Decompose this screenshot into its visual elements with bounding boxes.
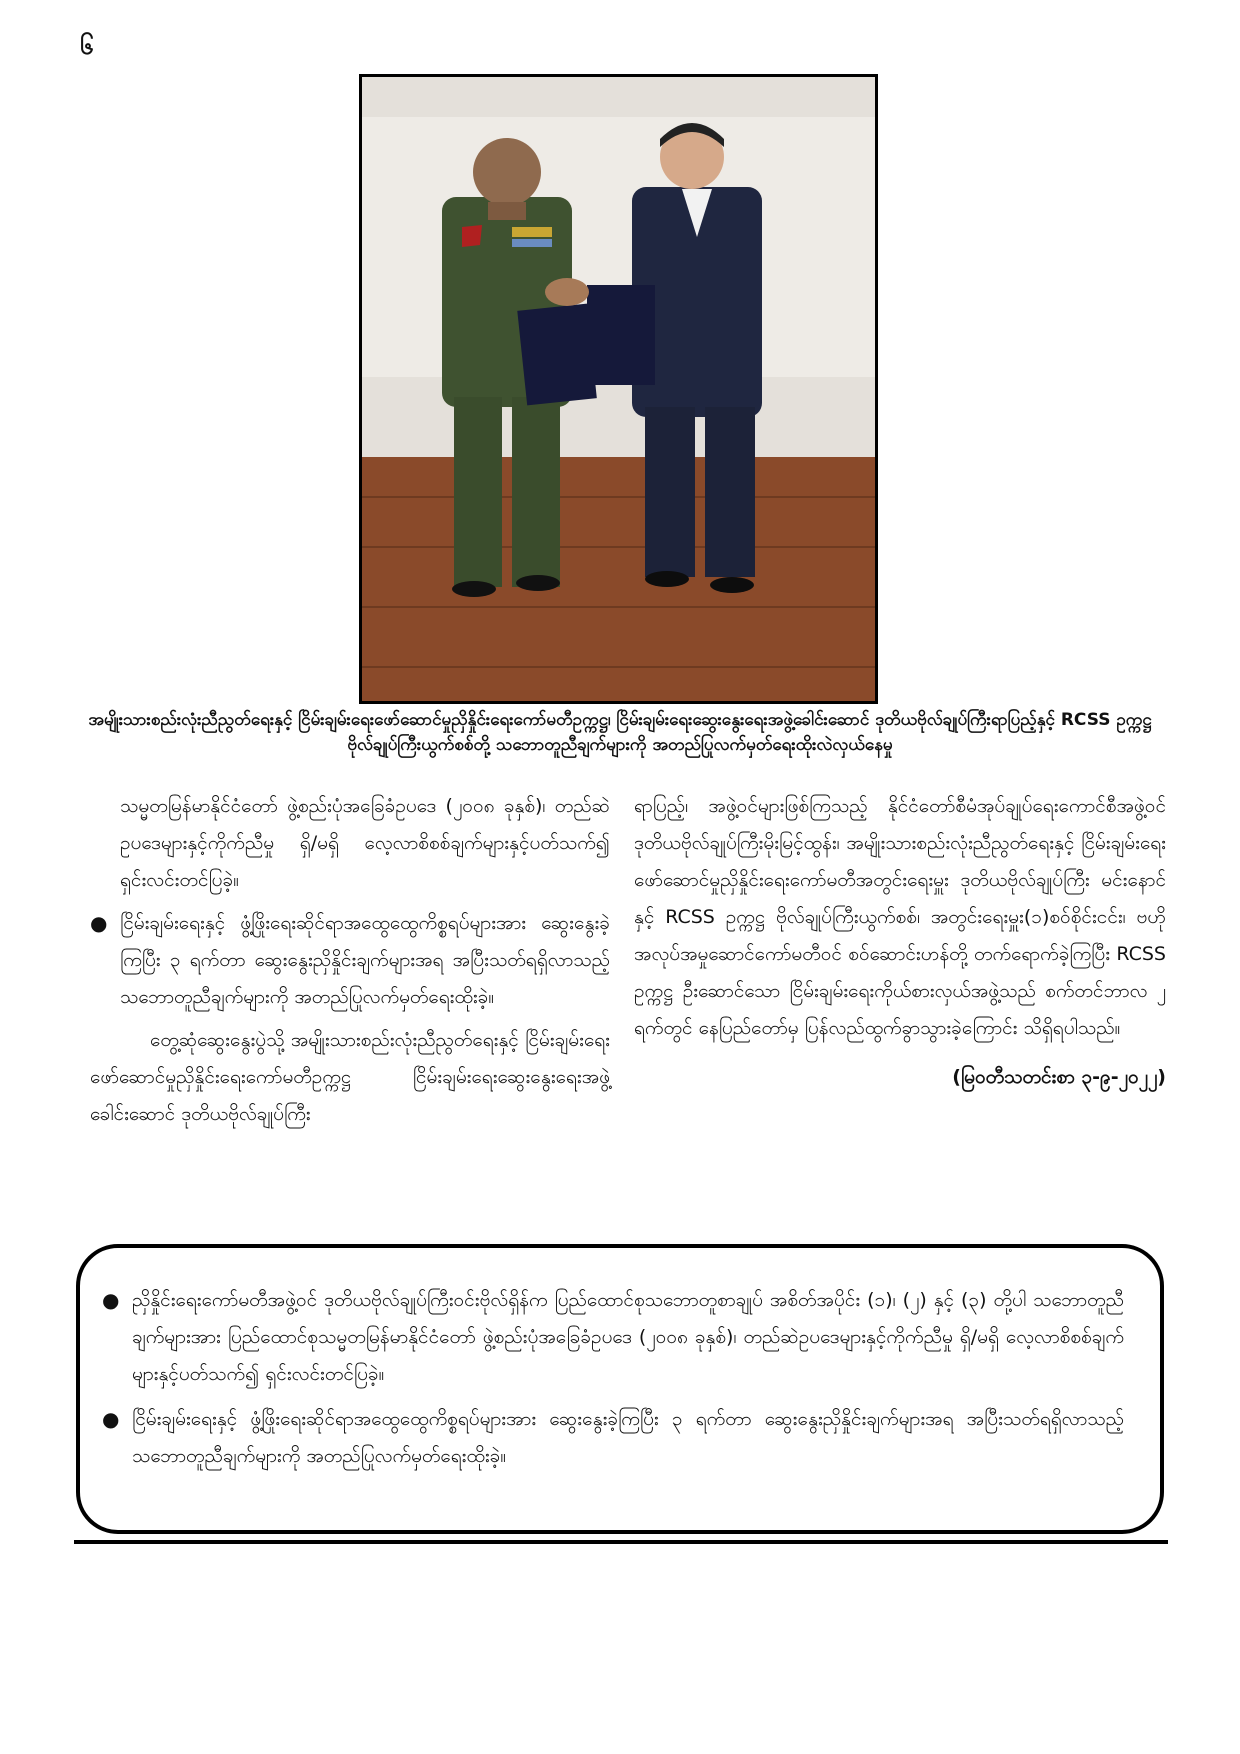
bullet-icon: ● <box>102 1407 120 1431</box>
left-bullet-item <box>90 905 610 1016</box>
left-continuation-text: သမ္မတမြန်မာနိုင်ငံတော် ဖွဲ့စည်းပုံအခြေခံဥပဒေ (၂၀၀၈ ခုနှစ်)၊ တည်ဆဲဥပဒေများနှင့်ကိုက်ညီမှု ရှိ/မရှိ လေ့လာစိစစ်ချက်များနှင့်ပတ်သက်၍ ရှင်းလင်းတင်ပြခဲ့။ <box>120 795 610 891</box>
right-column <box>634 788 1166 1096</box>
left-bullet-text: ငြိမ်းချမ်းရေးနှင့် ဖွံ့ဖြိုးရေးဆိုင်ရာအထွေထွေကိစ္စရပ်များအား ဆွေးနွေးခဲ့ကြပြီး ၃ ရက်တာ ဆွေးနွေးညှိနှိုင်းချက်များအရ အပြီးသတ်ရရှိလာသည့် သဘောတူညီချက်များကို အတည်ပြုလက်မှတ်ရေးထိုးခဲ့။ <box>120 912 610 1008</box>
photo-caption: အမျိုးသားစည်းလုံးညီညွတ်ရေးနှင့် ငြိမ်းချမ်းရေးဖော်ဆောင်မှုညှိနှိုင်းရေးကော်မတီဥက္ကဋ္ဌ၊ ငြိမ်းချမ်းရေးဆွေးနွေးရေးအဖွဲ့ခေါင်းဆောင် ဒုတိယဗိုလ်ချုပ်ကြီးရာပြည့်နှင့် RCSS ဥက္ကဋ္ဌ ဗိုလ်ချုပ်ကြီးယွက်စစ်တို့ သဘောတူညီချက်များကို အတည်ပြုလက်မှတ်ရေးထိုးလဲလှယ်နေမှု <box>88 710 1152 755</box>
summary-item <box>102 1401 1124 1475</box>
news-source: (မြဝတီသတင်းစာ ၃-၉-၂၀၂၂) <box>952 1066 1166 1088</box>
summary-item-text: ငြိမ်းချမ်းရေးနှင့် ဖွံ့ဖြိုးရေးဆိုင်ရာအထွေထွေကိစ္စရပ်များအား ဆွေးနွေးခဲ့ကြပြီး ၃ ရက်တာ ဆွေးနွေးညှိနှိုင်းချက်များအရ အပြီးသတ်ရရှိလာသည့် သဘောတူညီချက်များကို အတည်ပြုလက်မှတ်ရေးထိုးခဲ့။ <box>132 1408 1124 1467</box>
left-column <box>90 788 610 1133</box>
page-number: ၆ <box>80 32 94 60</box>
bullet-icon: ● <box>90 911 108 935</box>
bottom-rule <box>74 1540 1168 1544</box>
right-paragraph: ရာပြည့်၊ အဖွဲ့ဝင်များဖြစ်ကြသည့် နိုင်ငံတော်စီမံအုပ်ချုပ်ရေးကောင်စီအဖွဲ့ဝင် ဒုတိယဗိုလ်ချုပ်ကြီးမိုးမြင့်ထွန်း၊ အမျိုးသားစည်းလုံးညီညွတ်ရေးနှင့် ငြိမ်းချမ်းရေးဖော်ဆောင်မှုညှိနှိုင်းရေးကော်မတီအတွင်းရေးမှူး ဒုတိယဗိုလ်ချုပ်ကြီး မင်းနောင်နှင့် RCSS ဥက္ကဋ္ဌ ဗိုလ်ချုပ်ကြီးယွက်စစ်၊ အတွင်းရေးမှူး(၁)စဝ်စိုင်းငင်း၊ ဗဟိုအလုပ်အမှုဆောင်ကော်မတီဝင် စဝ်ဆောင်းဟန်တို့ တက်ရောက်ခဲ့ကြပြီး RCSS ဥက္ကဋ္ဌ ဦးဆောင်သော ငြိမ်းချမ်းရေးကိုယ်စားလှယ်အဖွဲ့သည် စက်တင်ဘာလ ၂ ရက်တွင် နေပြည်တော်မှ ပြန်လည်ထွက်ခွာသွားခဲ့ကြောင်း သိရှိရပါသည်။ <box>634 795 1166 1039</box>
summary-item-text: ညှိနှိုင်းရေးကော်မတီအဖွဲ့ဝင် ဒုတိယဗိုလ်ချုပ်ကြီးဝင်းဗိုလ်ရှိန်က ပြည်ထောင်စုသဘောတူစာချုပ် အစိတ်အပိုင်း (၁)၊ (၂) နှင့် (၃) တို့ပါ သဘောတူညီချက်များအား ပြည်ထောင်စုသမ္မတမြန်မာနိုင်ငံတော် ဖွဲ့စည်းပုံအခြေခံဥပဒေ (၂၀၀၈ ခုနှစ်)၊ တည်ဆဲဥပဒေများနှင့်ကိုက်ညီမှု ရှိ/မရှိ လေ့လာစိစစ်ချက်များနှင့်ပတ်သက်၍ ရှင်းလင်းတင်ပြခဲ့။ <box>132 1289 1124 1385</box>
summary-item <box>102 1282 1124 1393</box>
left-paragraph: တွေ့ဆုံဆွေးနွေးပွဲသို့ အမျိုးသားစည်းလုံးညီညွတ်ရေးနှင့် ငြိမ်းချမ်းရေးဖော်ဆောင်မှုညှိနှိုင်းရေးကော်မတီဥက္ကဋ္ဌ ငြိမ်းချမ်းရေးဆွေးနွေးရေးအဖွဲ့ခေါင်းဆောင် ဒုတိယဗိုလ်ချုပ်ကြီး <box>90 1029 610 1125</box>
handshake-photo <box>359 74 878 704</box>
handshake-photo-illustration <box>362 77 875 701</box>
bullet-icon: ● <box>102 1288 120 1312</box>
summary-box <box>76 1244 1164 1534</box>
